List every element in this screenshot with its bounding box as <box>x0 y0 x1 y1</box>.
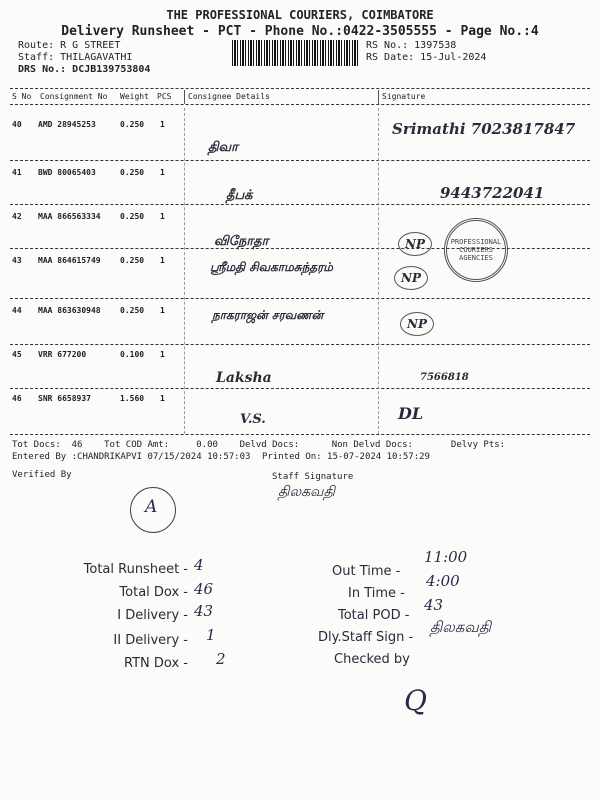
row-signature: NP <box>398 232 432 256</box>
summary-label: I Delivery - <box>117 608 188 623</box>
printed-on: Printed On: 15-07-2024 10:57:29 <box>262 452 430 462</box>
col-consignment: Consignment No <box>40 92 108 101</box>
row-sno: 40 <box>12 120 22 129</box>
row-weight: 0.250 <box>120 306 145 315</box>
row-consignee: ஸ்ரீமதி சிவகாமசுந்தரம் <box>210 260 333 274</box>
row-signature: NP <box>394 266 428 290</box>
drs-number: DRS No.: DCJB139753804 <box>18 64 151 75</box>
summary-value: 46 <box>194 580 214 598</box>
summary-label: Out Time - <box>332 564 401 579</box>
row-consignee: விநோதா <box>214 234 269 249</box>
summary-value: 43 <box>424 596 444 614</box>
route-label: Route: R G STREET <box>18 40 121 51</box>
verified-by: Verified By <box>12 470 72 480</box>
row-sno: 45 <box>12 350 22 359</box>
row-consignment: BWD 80065403 <box>38 168 96 177</box>
col-pcs: PCS <box>157 92 172 101</box>
col-signature: Signature <box>382 92 426 101</box>
row-consignee: தீபக் <box>226 188 253 203</box>
row-consignment: SNR 6658937 <box>38 394 91 403</box>
summary-label: In Time - <box>348 586 405 601</box>
agency-stamp <box>444 218 508 282</box>
row-pcs: 1 <box>160 350 165 359</box>
row-weight: 0.250 <box>120 120 145 129</box>
summary-label: Checked by <box>334 652 410 667</box>
staff-signature-label: Staff Signature <box>272 472 354 482</box>
row-signature: DL <box>398 404 424 423</box>
summary-value: 11:00 <box>424 548 468 566</box>
summary-label: Dly.Staff Sign - <box>318 630 414 645</box>
summary-value: திலகவதி <box>430 618 491 636</box>
summary-label: Total POD - <box>338 608 410 623</box>
rs-date: RS Date: 15-Jul-2024 <box>366 52 487 63</box>
row-consignment: AMD 28945253 <box>38 120 96 129</box>
row-consignee: நாகராஜன் சரவணன் <box>212 308 324 322</box>
summary-value: 1 <box>206 626 216 644</box>
entered-by: Entered By :CHANDRIKAPVI 07/15/2024 10:57:03 <box>12 452 251 462</box>
totals-line: Tot Docs: 46 Tot COD Amt: 0.00 Delvd Docs: Non Delvd Docs: Delvy Pts: <box>12 440 506 450</box>
table-row <box>0 298 600 344</box>
row-weight: 1.560 <box>120 394 145 403</box>
checked-by-signature: Q <box>404 684 427 717</box>
summary-value: 2 <box>216 650 226 668</box>
table-row <box>0 344 600 388</box>
row-pcs: 1 <box>160 212 165 221</box>
row-pcs: 1 <box>160 306 165 315</box>
table-row <box>0 248 600 298</box>
row-consignment: MAA 866563334 <box>38 212 101 221</box>
summary-value: 4 <box>194 556 204 574</box>
header-bottom-rule <box>10 104 590 105</box>
col-weight: Weight <box>120 92 149 101</box>
row-consignment: VRR 677200 <box>38 350 87 359</box>
summary-label: RTN Dox - <box>124 656 188 671</box>
col-consignee-details: Consignee Details <box>188 92 270 101</box>
row-signature: Srimathi 7023817847 <box>392 120 576 138</box>
row-consignment: MAA 864615749 <box>38 256 101 265</box>
column-divider <box>378 108 379 434</box>
column-divider <box>378 90 379 104</box>
staff-label: Staff: THILAGAVATHI <box>18 52 133 63</box>
row-consignee: திவா <box>208 140 238 155</box>
row-weight: 0.100 <box>120 350 145 359</box>
row-consignee: Laksha <box>216 370 272 386</box>
table-row <box>0 108 600 160</box>
row-pcs: 1 <box>160 168 165 177</box>
rs-number: RS No.: 1397538 <box>366 40 457 51</box>
summary-label: Total Runsheet - <box>83 562 188 577</box>
summary-label: II Delivery - <box>113 633 188 648</box>
barcode <box>232 40 360 66</box>
row-weight: 0.250 <box>120 256 145 265</box>
row-pcs: 1 <box>160 120 165 129</box>
row-pcs: 1 <box>160 394 165 403</box>
row-consignment: MAA 863630948 <box>38 306 101 315</box>
handwritten-mark: A <box>145 497 158 517</box>
summary-label: Total Dox - <box>119 585 188 600</box>
row-signature: 9443722041 <box>440 184 545 202</box>
row-sno: 44 <box>12 306 22 315</box>
row-signature: NP <box>400 312 434 336</box>
stamp-text: PROFESSIONAL COURIERS AGENCIES <box>450 238 502 262</box>
row-sno: 42 <box>12 212 22 221</box>
column-divider <box>184 108 185 434</box>
table-row <box>0 160 600 204</box>
staff-signature-handwritten: திலகவதி <box>278 484 335 500</box>
col-sno: S No <box>12 92 32 101</box>
summary-value: 43 <box>194 602 214 620</box>
column-divider <box>184 90 185 104</box>
company-title: THE PROFESSIONAL COURIERS, COIMBATORE <box>166 8 434 22</box>
table-row <box>0 388 600 434</box>
runsheet-subtitle: Delivery Runsheet - PCT - Phone No.:0422-3505555 - Page No.:4 <box>61 24 539 39</box>
summary-value: 4:00 <box>426 572 460 590</box>
row-weight: 0.250 <box>120 212 145 221</box>
row-sno: 43 <box>12 256 22 265</box>
row-weight: 0.250 <box>120 168 145 177</box>
row-sno: 41 <box>12 168 22 177</box>
row-sno: 46 <box>12 394 22 403</box>
header-top-rule <box>10 88 590 89</box>
row-signature: 7566818 <box>420 372 469 383</box>
row-pcs: 1 <box>160 256 165 265</box>
row-rule <box>10 434 590 435</box>
row-consignee: V.S. <box>240 412 266 427</box>
